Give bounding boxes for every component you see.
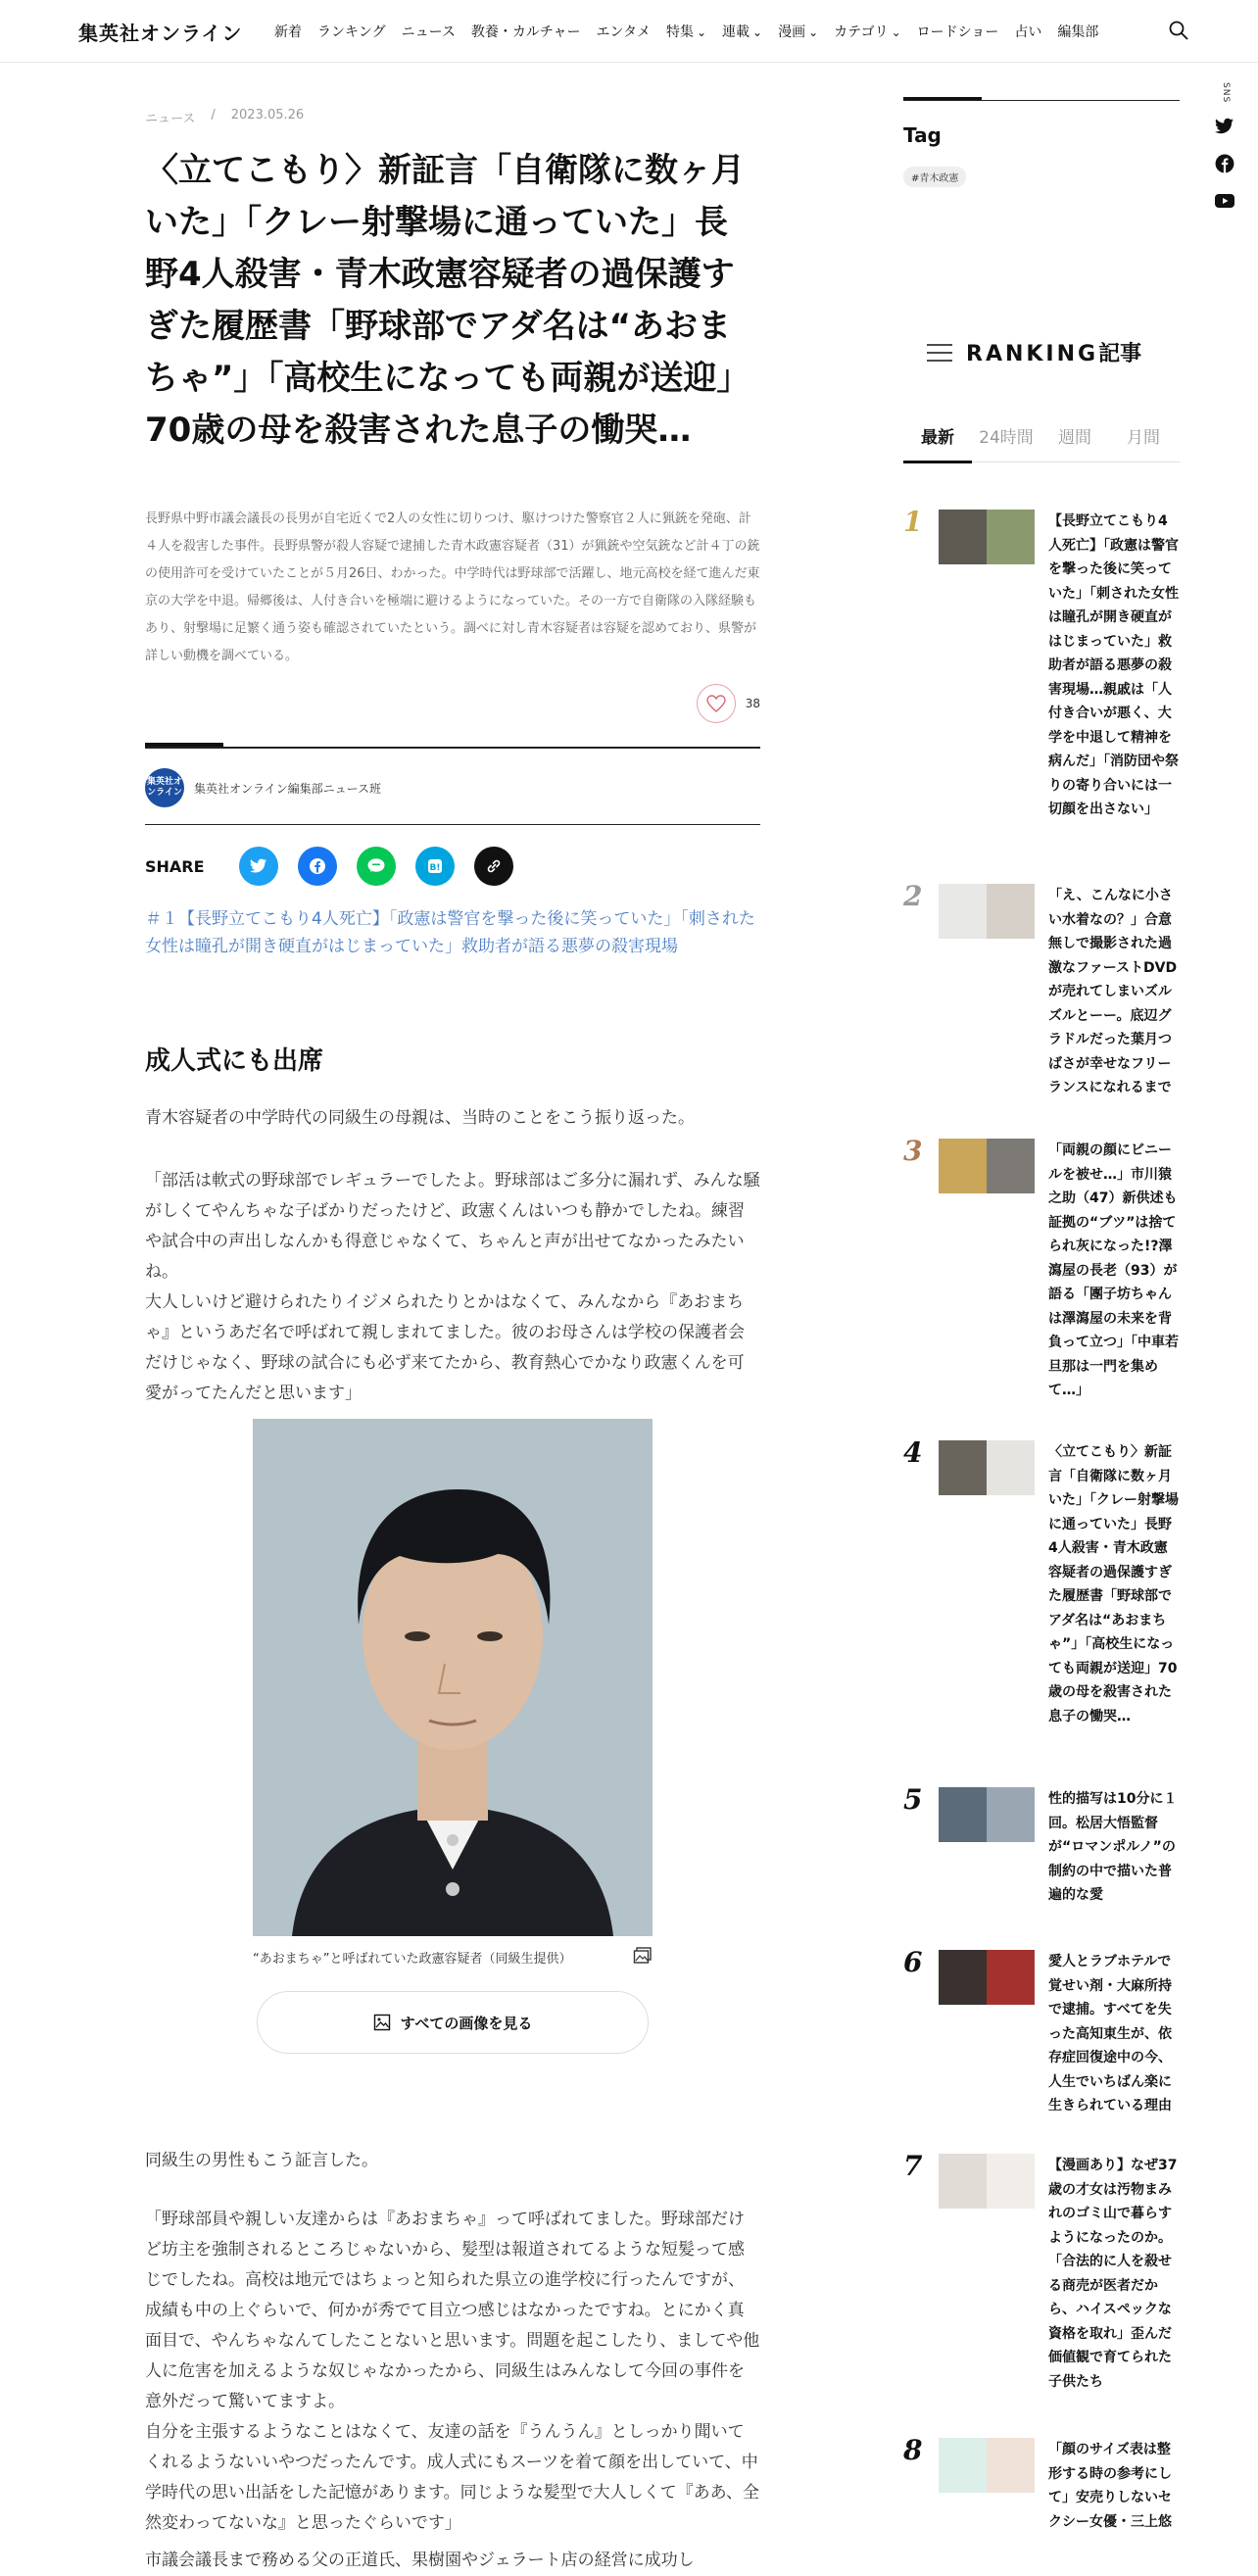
- nav-item-manga[interactable]: 漫画 ⌄: [778, 24, 819, 40]
- rank-title: 「え、こんなに小さい水着なの？」合意無しで撮影された過激なファーストDVDが売れてしまいズルズルとーー。底辺グラドルだった葉月つばさが幸せなフリーランスになれるまで: [1048, 888, 1178, 1095]
- tab-monthly[interactable]: 月間: [1127, 428, 1160, 448]
- photo-caption-text: “あおまちゃ”と呼ばれていた政憲容疑者（同級生提供）: [253, 1952, 572, 1967]
- like-button[interactable]: [697, 684, 736, 723]
- rank-title: 愛人とラブホテルで覚せい剤・大麻所持で逮捕。すべてを失った高知東生が、依存症回復途中の今、人生でいちばん楽に生きられている理由: [1048, 1954, 1172, 2114]
- youtube-icon[interactable]: [1215, 191, 1234, 211]
- photo-caption: [253, 1948, 653, 1967]
- portrait-image: [253, 1419, 653, 1936]
- paragraph: 「野球部員や親しい友達からは『あおまちゃ』って呼ばれてました。野球部だけど坊主を強制されるところじゃないから、髪型は報道されてるような短髪って感じでしたね。高校は地元ではちょっと知られた県立の進学校に行ったんですが、成績も中の上ぐらいで、何かが秀でて目立つ感じはなかったですね。とにかく真面目で、やんちゃなんてしたことないと思います。問題を起こしたり、ましてや他人に危害を加えるような奴じゃなかったから、同級生はみんなして今回の事件を意外だって驚いてますよ。 自分を主張するようなことはなくて、友達の話を『うんうん』としっかり聞いてくれるようないいやつだったんです。成人式にもスーツを着て顔を出していて、中学時代の思い出話をした記憶があります。同じような髪型で大人しくて『ああ、全然変わってないな』と思ったぐらいです」: [145, 2210, 760, 2533]
- chevron-down-icon: ⌄: [752, 25, 763, 39]
- nav-item-roadshow[interactable]: ロードショー: [916, 24, 999, 40]
- author-name[interactable]: 集英社オンライン編集部ニュース班: [194, 781, 382, 796]
- rank-number: 3: [903, 1135, 923, 1167]
- related-article-link[interactable]: ＃１【長野立てこもり4人死亡】「政憲は警官を撃った後に笑っていた」「刺された女性は瞳孔が開き硬直がはじまっていた」救助者が語る悪夢の殺害現場: [145, 909, 755, 956]
- paragraph: 市議会議長まで務める父の正道氏、果樹園やジェラート店の経営に成功し: [145, 2551, 695, 2570]
- rank-number: 4: [903, 1436, 923, 1469]
- paragraph: 同級生の男性もこう証言した。: [145, 2151, 378, 2170]
- menu-lines-icon: [927, 342, 952, 364]
- author-avatar[interactable]: 集英社オンライン: [145, 768, 184, 807]
- hatena-icon: [426, 857, 444, 875]
- rank-number: 1: [903, 506, 923, 538]
- article-lead: 長野県中野市議会議長の長男が自宅近くで2人の女性に切りつけ、駆けつけた警察官２人に猟銃を発砲、計４人を殺害した事件。長野県警が殺人容疑で逮捕した青木政憲容疑者（31）が猟銃や空気銃など計４丁の銃の使用許可を受けていたことが５月26日、わかった。中学時代は野球部で活躍し、地元高校を経て進んだ東京の大学を中退。帰郷後は、人付き合いを極端に避けるようになっていた。その一方で自衛隊の入隊経験もあり、射撃場に足繁く通う姿も確認されていたという。調べに対し青木容疑者は容疑を認めており、県警が詳しい動機を調べている。: [145, 511, 760, 663]
- rank-title: 【長野立てこもり4人死亡】「政憲は警官を撃った後に笑っていた」「刺された女性は瞳孔が開き硬直がはじまっていた」救助者が語る悪夢の殺害現場…親戚は「人付き合いが悪く、大学を中退して精神を病んだ」「消防団や祭りの寄り合いには一切顔を出さない」: [1048, 513, 1179, 817]
- gallery-icon[interactable]: [633, 1946, 653, 1966]
- ranking-title: RANKING: [966, 342, 1099, 366]
- rank-number: 8: [903, 2434, 923, 2466]
- chevron-down-icon: ⌄: [808, 25, 819, 39]
- nav-item-ranking[interactable]: ランキング: [317, 24, 386, 40]
- article-title: 〈立てこもり〉新証言「自衛隊に数ヶ月いた」「クレー射撃場に通っていた」長野4人殺害・青木政憲容疑者の過保護すぎた履歴書「野球部でアダ名は“あおまちゃ”」「高校生になっても両親が送迎」70歳の母を殺害された息子の慟哭…: [145, 151, 750, 450]
- rank-thumbnail: [939, 2154, 1035, 2209]
- image-icon: [373, 2014, 391, 2031]
- sns-strip: [1215, 82, 1238, 215]
- breadcrumb-category[interactable]: ニュース: [145, 112, 196, 126]
- rank-title: 「顔のサイズ表は整形する時の参考にして」安売りしないセクシー女優・三上悠: [1048, 2442, 1172, 2530]
- nav-item-feature[interactable]: 特集 ⌄: [665, 24, 707, 40]
- ranking-tabs: [903, 413, 1180, 462]
- site-logo[interactable]: 集英社オンライン: [78, 22, 243, 45]
- paragraph: 「部活は軟式の野球部でレギュラーでしたよ。野球部はご多分に漏れず、みんな騒がしくてやんちゃな子ばかりだったけど、政憲くんはいつも静かでしたね。練習や試合中の声出しなんかも得意じゃなくて、ちゃんと声が出せてなかったみたいね。 大人しいけど避けられたりイジメられたりとかはなくて、みんなから『あおまちゃ』というあだ名で呼ばれて親しまれてました。彼のお母さんは学校の保護者会だけじゃなく、野球の試合にも必ず来てたから、教育熱心でかなり政憲くんを可愛がってたんだと思います」: [145, 1171, 760, 1403]
- copy-link-button[interactable]: [474, 847, 513, 886]
- svg-text:B!: B!: [429, 863, 441, 873]
- rank-title: 性的描写は10分に１回。松居大悟監督が“ロマンポルノ”の制約の中で描いた普遍的な愛: [1048, 1791, 1178, 1903]
- heart-icon: [706, 695, 726, 712]
- nav-item-new[interactable]: 新着: [274, 24, 302, 40]
- share-twitter-button[interactable]: [239, 847, 278, 886]
- sns-label: SNS: [1221, 82, 1231, 104]
- rank-thumbnail: [939, 2438, 1035, 2493]
- rank-thumbnail: [939, 884, 1035, 939]
- tab-latest[interactable]: 最新: [903, 413, 972, 462]
- share-bar: [145, 847, 533, 886]
- view-all-images-button[interactable]: [257, 1991, 649, 2054]
- nav-item-category[interactable]: カテゴリ ⌄: [834, 24, 901, 40]
- rank-thumbnail: [939, 1440, 1035, 1495]
- section-heading: 成人式にも出席: [145, 1046, 324, 1076]
- rank-number: 6: [903, 1946, 923, 1978]
- nav-item-editorial[interactable]: 編集部: [1057, 24, 1099, 40]
- site-header: [0, 0, 1258, 63]
- ranking-heading: [927, 337, 1141, 367]
- main-nav: [274, 0, 1098, 63]
- paragraph: 青木容疑者の中学時代の同級生の母親は、当時のことをこう振り返った。: [145, 1108, 695, 1128]
- nav-item-fortune[interactable]: 占い: [1014, 24, 1042, 40]
- nav-item-entame[interactable]: エンタメ: [596, 24, 651, 40]
- share-label: SHARE: [145, 856, 205, 876]
- breadcrumb: [145, 108, 304, 126]
- twitter-icon: [250, 858, 267, 874]
- rank-title: 「両親の顔にビニールを被せ…」市川猿之助（47）新供述も証拠の“ブツ”は捨てられ灰になった!?澤瀉屋の長老（93）が語る「團子坊ちゃんは澤瀉屋の未来を背負って立つ」「中車若旦那は一門を集めて…」: [1048, 1142, 1179, 1398]
- rank-thumbnail: [939, 1950, 1035, 2005]
- rank-title: 〈立てこもり〉新証言「自衛隊に数ヶ月いた」「クレー射撃場に通っていた」長野4人殺害・青木政憲容疑者の過保護すぎた履歴書「野球部でアダ名は“あおまちゃ”」「高校生になっても両親が送迎」70歳の母を殺害された息子の慟哭…: [1048, 1444, 1179, 1725]
- tag-heading: Tag: [903, 123, 942, 147]
- rank-number: 2: [903, 880, 923, 912]
- nav-item-culture[interactable]: 教養・カルチャー: [470, 24, 581, 40]
- nav-item-news[interactable]: ニュース: [401, 24, 456, 40]
- article-date: 2023.05.26: [230, 108, 305, 122]
- tab-weekly[interactable]: 週間: [1058, 428, 1091, 448]
- chevron-down-icon: ⌄: [696, 25, 707, 39]
- line-icon: [366, 857, 386, 875]
- ranking-subtitle: 記事: [1098, 342, 1142, 366]
- like-count: 38: [745, 697, 760, 710]
- author-block: [145, 768, 381, 807]
- share-line-button[interactable]: [357, 847, 396, 886]
- link-icon: [485, 857, 503, 875]
- chevron-down-icon: ⌄: [891, 25, 901, 39]
- rank-thumbnail: [939, 1139, 1035, 1193]
- share-facebook-button[interactable]: [298, 847, 337, 886]
- rank-thumbnail: [939, 1787, 1035, 1842]
- divider: [145, 824, 760, 825]
- share-hatena-button[interactable]: [415, 847, 455, 886]
- view-all-images-label: すべての画像を見る: [400, 2014, 533, 2032]
- tag-chip[interactable]: #青木政憲: [903, 167, 966, 187]
- rank-thumbnail: [939, 510, 1035, 564]
- facebook-icon[interactable]: [1215, 154, 1234, 173]
- article-photo[interactable]: [253, 1419, 653, 1936]
- rank-title: 【漫画あり】なぜ37歳の才女は汚物まみれのゴミ山で暮らすようになったのか。「合法的に人を殺せる商売が医者だから、ハイスペックな資格を取れ」歪んだ価値観で育てられた子供たち: [1048, 2158, 1178, 2390]
- tab-24h[interactable]: 24時間: [979, 428, 1034, 448]
- twitter-icon[interactable]: [1215, 117, 1234, 136]
- search-icon[interactable]: [1168, 20, 1189, 41]
- divider: [145, 747, 760, 749]
- rank-number: 5: [903, 1783, 923, 1816]
- facebook-icon: [309, 857, 326, 875]
- divider: [903, 100, 1180, 101]
- like-widget: [697, 684, 760, 723]
- rank-number: 7: [903, 2150, 923, 2182]
- breadcrumb-separator: /: [211, 108, 216, 122]
- nav-item-serial[interactable]: 連載 ⌄: [722, 24, 763, 40]
